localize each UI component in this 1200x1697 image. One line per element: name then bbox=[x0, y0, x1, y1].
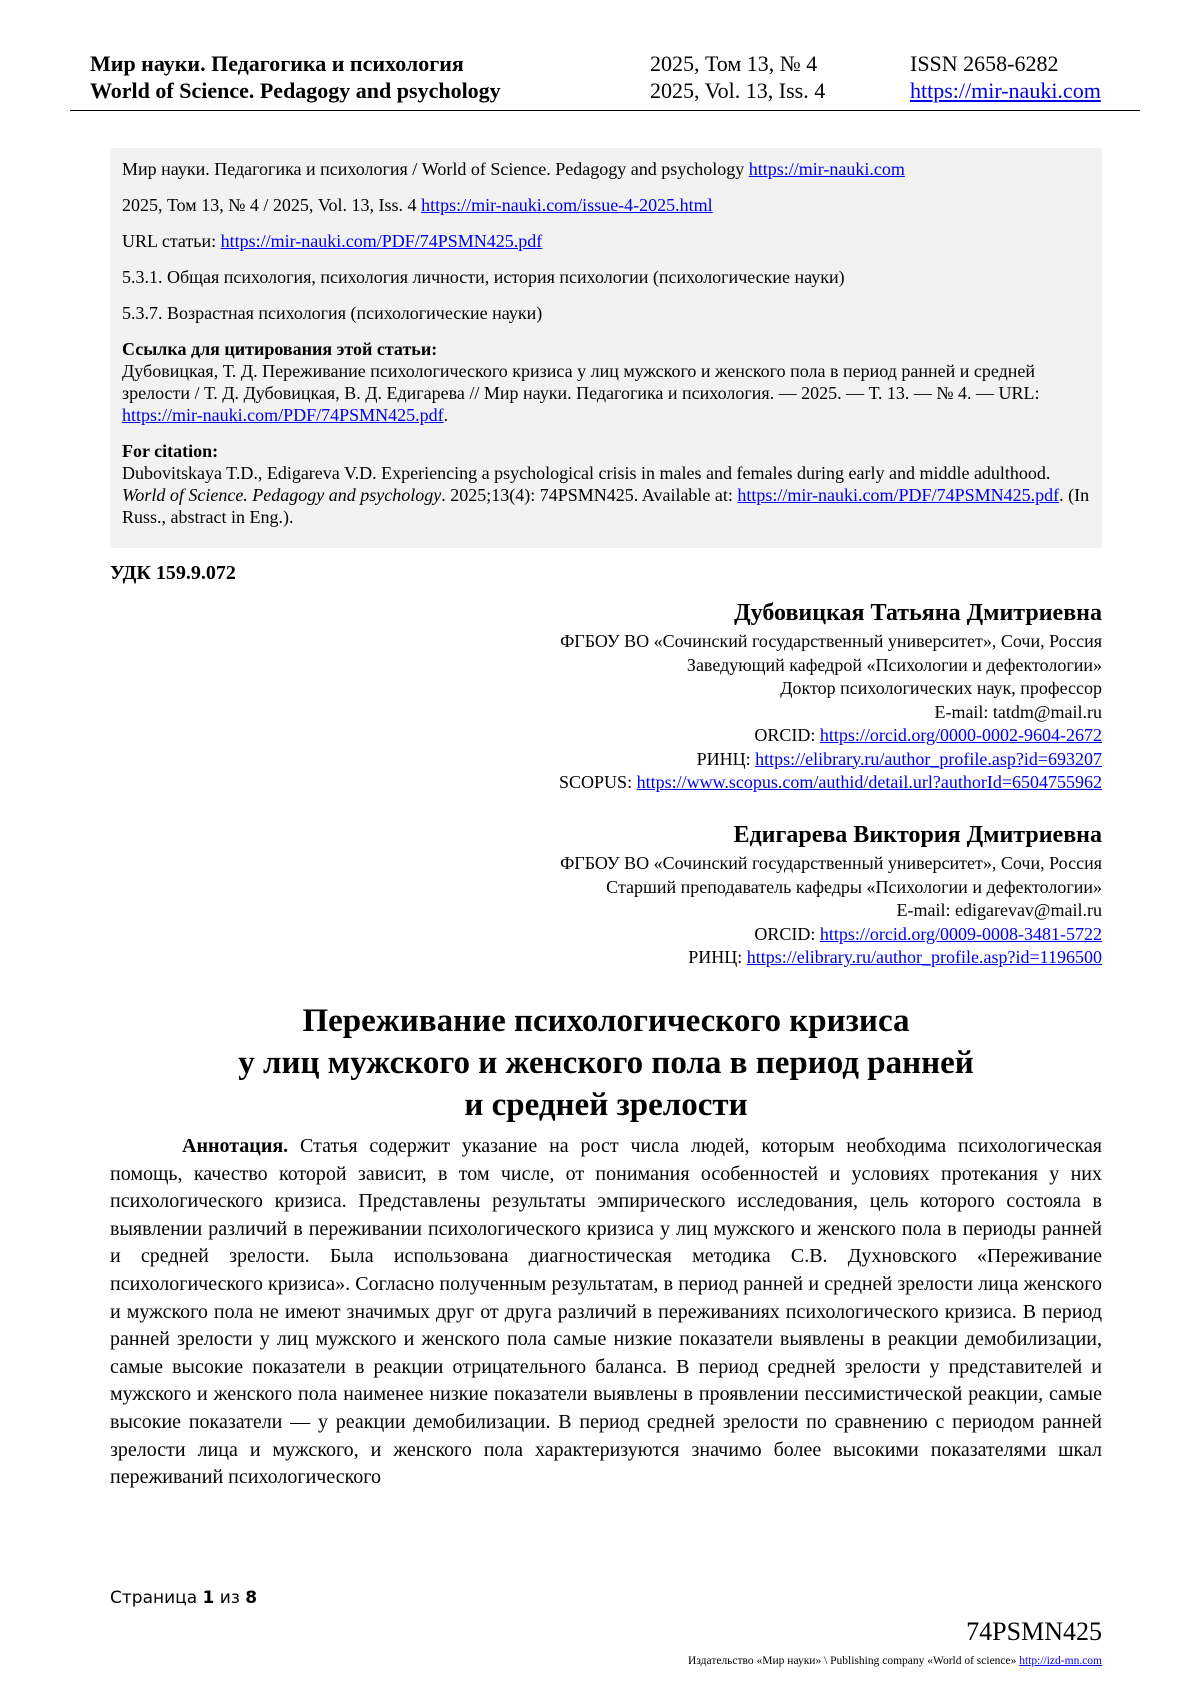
info-url-line: URL статьи: https://mir-nauki.com/PDF/74PSMN425.pdf bbox=[122, 231, 543, 251]
citation-en: For citation: Dubovitskaya T.D., Edigareva V.D. Experiencing a psychological crisis in males and females during early and middle adulthood. World of Science. Pedagogy and psychology. 2025;13(4): 74PSMN425. Available at: https://mir-nauki.com/PDF/74PSMN425.pdf. (In Russ., abstract in Eng.). bbox=[122, 441, 1090, 527]
issue-ru: 2025, Том 13, № 4 bbox=[650, 51, 818, 76]
info-issue-link[interactable]: https://mir-nauki.com/issue-4-2025.html bbox=[421, 195, 713, 215]
citation-ru: Ссылка для цитирования этой статьи: Дубовицкая, Т. Д. Переживание психологического кризиса у лиц мужского и женского пола в период ранней и средней зрелости / Т. Д. Дубовицкая, В. Д. Едигарева // Мир науки. Педагогика и психология. — 2025. — Т. 13. — № 4. — URL: https://mir-nauki.com/PDF/74PSMN425.pdf. bbox=[122, 339, 1040, 425]
issue-en: 2025, Vol. 13, Iss. 4 bbox=[650, 78, 826, 103]
abstract bbox=[110, 1133, 1102, 1492]
citation-en-link[interactable]: https://mir-nauki.com/PDF/74PSMN425.pdf bbox=[737, 485, 1060, 505]
issue-block bbox=[650, 50, 825, 104]
journal-title-block bbox=[90, 50, 501, 104]
author-rinc: РИНЦ: https://elibrary.ru/author_profile.asp?id=1196500 bbox=[688, 947, 1102, 967]
journal-title-en: World of Science. Pedagogy and psychology bbox=[90, 78, 501, 103]
article-url-link[interactable]: https://mir-nauki.com/PDF/74PSMN425.pdf bbox=[220, 231, 543, 251]
citation-ru-link[interactable]: https://mir-nauki.com/PDF/74PSMN425.pdf bbox=[122, 405, 444, 425]
author-position: Старший преподаватель кафедры «Психологии и дефектологии» bbox=[606, 876, 1102, 897]
publisher-link[interactable]: http://izd-mn.com bbox=[1019, 1655, 1102, 1667]
running-header bbox=[90, 50, 1150, 112]
title-line-3: и средней зрелости bbox=[464, 1087, 748, 1123]
info-issue-line: 2025, Том 13, № 4 / 2025, Vol. 13, Iss. 4 https://mir-nauki.com/issue-4-2025.html bbox=[122, 195, 713, 215]
page-number: Страница 1 из 8 bbox=[110, 1588, 258, 1608]
author-block-1 bbox=[559, 598, 1102, 795]
author-position: Заведующий кафедрой «Психологии и дефектологии» bbox=[686, 654, 1102, 675]
author-orcid: ORCID: https://orcid.org/0009-0008-3481-5722 bbox=[754, 923, 1102, 944]
orcid-link[interactable]: https://orcid.org/0009-0008-3481-5722 bbox=[819, 923, 1102, 944]
rinc-link[interactable]: https://elibrary.ru/author_profile.asp?id=1196500 bbox=[746, 947, 1102, 967]
article-code: 74PSMN425 bbox=[966, 1617, 1102, 1646]
author-affiliation: ФГБОУ ВО «Сочинский государственный университет», Сочи, Россия bbox=[560, 853, 1102, 873]
author-name: Дубовицкая Татьяна Дмитриевна bbox=[734, 600, 1102, 626]
author-degree: Доктор психологических наук, профессор bbox=[780, 678, 1102, 698]
issn: ISSN 2658-6282 bbox=[910, 51, 1059, 76]
abstract-text: Статья содержит указание на рост числа людей, которым необходима психологическая помощь, качество которой зависит, в том числе, от понимания особенностей и условиях протекания у них психологического кризиса. Представлены результаты эмпирического исследования, цель которого состояла в выявлении различий в переживании психологического кризиса у лиц мужского и женского пола в периоды ранней и средней зрелости. Была использована диагностическая методика С.В. Духновского «Переживание психологического кризиса». Согласно полученным результатам, в период ранней и средней зрелости лица женского и мужского пола не имеют значимых друг от друга различий в переживаниях психологического кризиса. В период ранней зрелости у лиц мужского и женского пола самые низкие показатели выявлены в реакции демобилизации, самые высокие показатели в реакции отрицательного баланса. В период средней зрелости у представителей и мужского и женского пола наименее низкие показатели выявлены в проявлении пессимистической реакции, самые высокие показатели — у реакции демобилизации. В период средней зрелости по сравнению с периодом ранней зрелости лица и мужского, и женского пола характеризуются значимо более высокими показателями шкал переживаний психологического bbox=[110, 1135, 1102, 1489]
article-title bbox=[110, 1000, 1102, 1126]
specialty-2: 5.3.7. Возрастная психология (психологические науки) bbox=[122, 303, 543, 323]
title-line-1: Переживание психологического кризиса bbox=[302, 1003, 910, 1039]
specialty-1: 5.3.1. Общая психология, психология личности, история психологии (психологические науки) bbox=[122, 267, 845, 287]
orcid-link[interactable]: https://orcid.org/0000-0002-9604-2672 bbox=[819, 725, 1102, 745]
publisher-line: Издательство «Мир науки» \ Publishing company «World of science» http://izd-mn.com bbox=[688, 1655, 1102, 1667]
article-info-box bbox=[110, 148, 1102, 548]
udk-code: УДК 159.9.072 bbox=[110, 562, 236, 584]
header-divider bbox=[70, 110, 1140, 111]
citation-en-heading: For citation: bbox=[122, 441, 219, 461]
citation-ru-heading: Ссылка для цитирования этой статьи: bbox=[122, 339, 438, 359]
author-affiliation: ФГБОУ ВО «Сочинский государственный университет», Сочи, Россия bbox=[560, 631, 1102, 651]
author-scopus: SCOPUS: https://www.scopus.com/authid/detail.url?authorId=6504755962 bbox=[559, 772, 1102, 792]
scopus-link[interactable]: https://www.scopus.com/authid/detail.url?authorId=6504755962 bbox=[636, 772, 1102, 792]
rinc-link[interactable]: https://elibrary.ru/author_profile.asp?id=693207 bbox=[755, 748, 1102, 769]
author-rinc: РИНЦ: https://elibrary.ru/author_profile.asp?id=693207 bbox=[696, 748, 1102, 769]
author-email: E-mail: tatdm@mail.ru bbox=[934, 701, 1102, 722]
journal-site-link[interactable]: https://mir-nauki.com bbox=[910, 78, 1101, 103]
author-block-2 bbox=[560, 820, 1102, 970]
author-email: E-mail: edigarevav@mail.ru bbox=[896, 900, 1102, 920]
abstract-label: Аннотация. bbox=[182, 1135, 289, 1157]
info-journal-link[interactable]: https://mir-nauki.com bbox=[748, 159, 905, 179]
title-line-2: у лиц мужского и женского пола в период ранней bbox=[238, 1045, 974, 1081]
author-name: Едигарева Виктория Дмитриевна bbox=[733, 822, 1102, 848]
journal-title-ru: Мир науки. Педагогика и психология bbox=[90, 51, 464, 76]
info-journal-line: Мир науки. Педагогика и психология / World of Science. Pedagogy and psychology https://mir-nauki.com bbox=[122, 159, 905, 179]
author-orcid: ORCID: https://orcid.org/0000-0002-9604-2672 bbox=[754, 725, 1102, 745]
issn-block bbox=[910, 50, 1101, 104]
